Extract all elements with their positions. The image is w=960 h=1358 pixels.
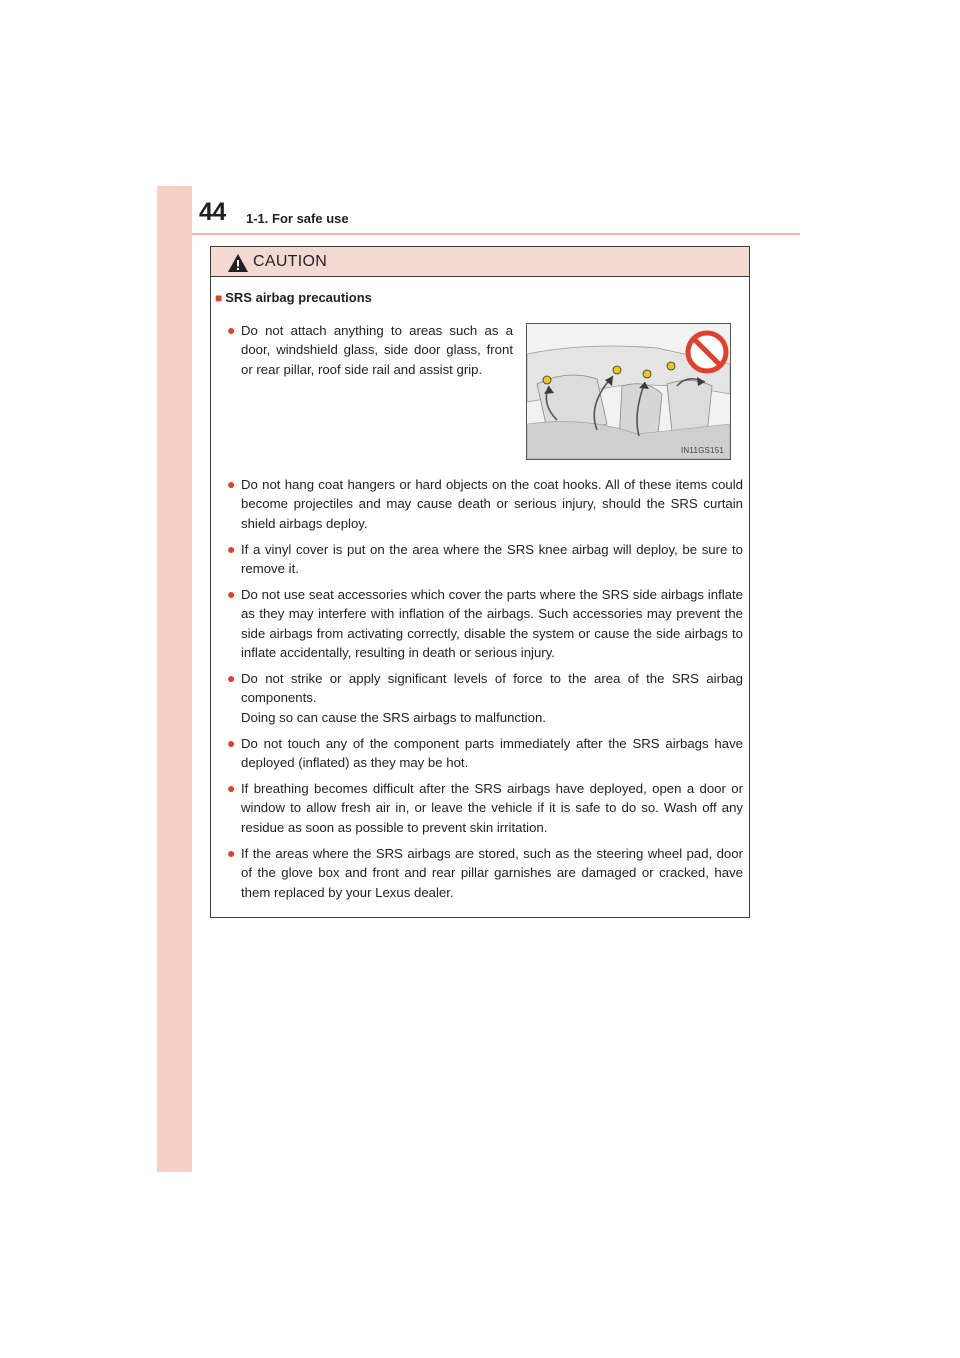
list-item [227,540,743,579]
page-number: 44 [199,198,226,226]
bullet-dot-icon: ● [227,780,236,796]
list-item-text: Do not hang coat hangers or hard objects on the coat hooks. All of these items could become projectiles and may cause death or serious injury, should the SRS curtain shield airbags deploy. [241,477,743,531]
side-strip [157,186,192,1172]
list-item [227,844,743,902]
list-item-text: Do not strike or apply significant levels of force to the area of the SRS airbag components. [241,671,743,706]
list-item [227,669,743,727]
list-item-text: If a vinyl cover is put on the area where the SRS knee airbag will deploy, be sure to remove it. [241,542,743,577]
subheading [215,290,372,305]
list-item [227,585,743,662]
list-item [227,475,743,533]
list-item-text-note: Doing so can cause the SRS airbags to malfunction. [241,709,546,725]
warning-icon [228,254,248,272]
list-item-text: If the areas where the SRS airbags are stored, such as the steering wheel pad, door of the glove box and front and rear pillar garnishes are damaged or cracked, have them replaced by your Lexus dealer. [241,846,743,900]
list-item [227,734,743,773]
bullet-dot-icon: ● [227,586,236,602]
square-bullet-icon: ■ [215,291,223,305]
caution-label: CAUTION [253,253,328,270]
airbag-illustration [526,323,731,460]
list-item [227,779,743,837]
list-item-text: If breathing becomes difficult after the SRS airbags have deployed, open a door or window to allow fresh air in, or leave the vehicle if it is safe to do so. Wash off any residue as soon as possible to prevent skin irritation. [241,781,743,835]
bullet-dot-icon: ● [227,845,236,861]
list-item-text: Do not use seat accessories which cover the parts where the SRS side airbags inflate as they may interfere with inflation of the airbags. Such accessories may prevent the side airbags from activating correctly, disable the system or cause the side airbags to inflate accidentally, resulting in death or serious injury. [241,587,743,660]
bullet-dot-icon: ● [227,476,236,492]
bullet-dot-icon: ● [227,322,236,338]
subheading-text: SRS airbag precautions [225,290,372,305]
figure-code: IN11GS151 [680,446,724,455]
list-item [227,321,513,379]
caution-header [211,247,749,277]
section-title: 1-1. For safe use [246,211,349,226]
bullet-dot-icon: ● [227,670,236,686]
bullet-dot-icon: ● [227,735,236,751]
bullet-dot-icon: ● [227,541,236,557]
list-item-text: Do not touch any of the component parts immediately after the SRS airbags have deployed (inflated) as they may be hot. [241,736,743,771]
header-rule [192,233,800,235]
list-item-text: Do not attach anything to areas such as a door, windshield glass, side door glass, front or rear pillar, roof side rail and assist grip. [241,323,513,377]
vehicle-interior-illustration [527,324,730,459]
